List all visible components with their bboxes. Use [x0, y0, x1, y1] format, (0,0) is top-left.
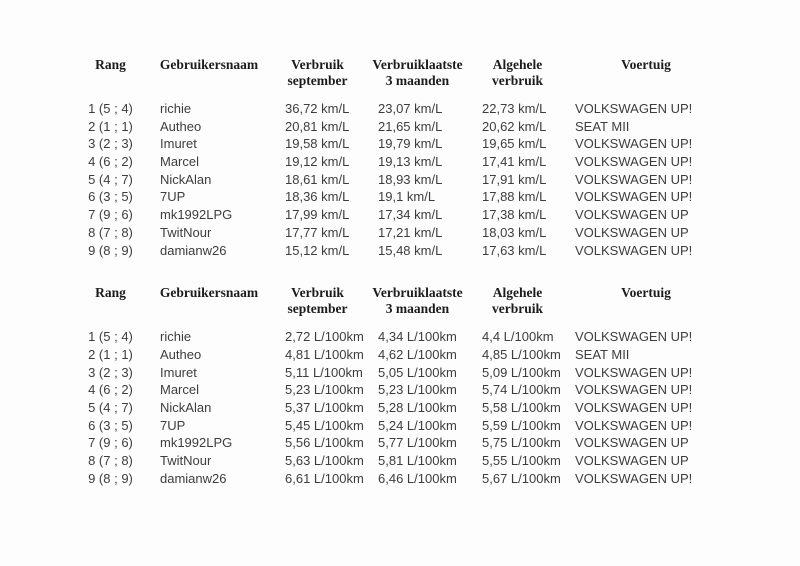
rank-cell: 4 (6 ; 2): [88, 154, 133, 170]
rank-cell: 8 (7 ; 8): [88, 224, 133, 240]
vehicle-cell: VOLKSWAGEN UP!: [575, 399, 693, 415]
september-consumption-cell: 6,61 L/100km: [285, 470, 364, 486]
september-consumption-cell: 5,11 L/100km: [285, 364, 363, 380]
overall-consumption-cell: 5,59 L/100km: [482, 417, 561, 433]
overall-consumption-cell: 5,09 L/100km: [482, 364, 561, 380]
september-consumption-cell: 2,72 L/100km: [285, 329, 364, 345]
column-header-verbruiklaatste-3-maanden-line1: Verbruiklaatste: [372, 57, 463, 72]
last3months-consumption-cell: 5,77 L/100km: [378, 435, 457, 451]
table-row: [73, 224, 800, 242]
column-header-verbruik-september-line2: september: [287, 300, 348, 316]
rank-cell: 6 (3 ; 5): [88, 189, 133, 205]
september-consumption-cell: 18,61 km/L: [285, 171, 350, 187]
vehicle-cell: SEAT MII: [575, 346, 630, 362]
username-cell: Autheo: [160, 346, 202, 362]
table-body: [73, 100, 800, 259]
username-cell: NickAlan: [160, 171, 212, 187]
overall-consumption-cell: 5,75 L/100km: [482, 435, 561, 451]
table-row: [73, 135, 800, 153]
september-consumption-cell: 19,58 km/L: [285, 136, 350, 152]
table-row: [73, 171, 800, 189]
rank-cell: 1 (5 ; 4): [88, 101, 133, 116]
rank-cell: 6 (3 ; 5): [88, 417, 133, 433]
last3months-consumption-cell: 23,07 km/L: [378, 101, 443, 116]
table-body: [73, 328, 800, 487]
vehicle-cell: VOLKSWAGEN UP: [575, 207, 689, 223]
overall-consumption-cell: 20,62 km/L: [482, 118, 547, 134]
username-cell: TwitNour: [160, 453, 212, 468]
table-row: [73, 434, 800, 452]
table-row: [73, 242, 800, 260]
last3months-consumption-cell: 4,62 L/100km: [378, 346, 457, 362]
rank-cell: 9 (8 ; 9): [88, 470, 133, 486]
overall-consumption-cell: 17,91 km/L: [482, 171, 547, 187]
overall-consumption-cell: 17,41 km/L: [482, 154, 547, 170]
september-consumption-cell: 5,45 L/100km: [285, 417, 364, 433]
last3months-consumption-cell: 6,46 L/100km: [378, 470, 457, 486]
column-header-verbruiklaatste-3-maanden-line2: 3 maanden: [385, 72, 450, 88]
september-consumption-cell: 4,81 L/100km: [285, 346, 364, 362]
username-cell: Marcel: [160, 154, 200, 170]
column-header-gebruikersnaam: [148, 285, 270, 316]
vehicle-cell: VOLKSWAGEN UP!: [575, 189, 693, 205]
column-header-verbruik-september: [270, 57, 365, 88]
username-cell: 7UP: [160, 189, 186, 205]
column-header-rang-line1: Rang: [95, 285, 126, 301]
column-header-rang: [73, 285, 148, 316]
table-row: [73, 188, 800, 206]
column-header-verbruiklaatste-3-maanden-line1: Verbruiklaatste: [372, 285, 463, 301]
vehicle-cell: VOLKSWAGEN UP!: [575, 101, 693, 116]
column-header-verbruiklaatste-3-maanden: [365, 57, 470, 88]
column-header-voertuig: [565, 57, 727, 88]
vehicle-cell: VOLKSWAGEN UP!: [575, 417, 693, 433]
vehicle-cell: VOLKSWAGEN UP!: [575, 154, 693, 170]
table-row: [73, 381, 800, 399]
username-cell: Marcel: [160, 382, 200, 398]
september-consumption-cell: 36,72 km/L: [285, 101, 350, 116]
rank-cell: 5 (4 ; 7): [88, 171, 133, 187]
column-header-voertuig: [565, 285, 727, 316]
table-row: [73, 470, 800, 488]
column-header-algehele-verbruik: [470, 285, 565, 316]
last3months-consumption-cell: 4,34 L/100km: [378, 329, 457, 345]
username-cell: damianw26: [160, 242, 227, 258]
september-consumption-cell: 19,12 km/L: [285, 154, 350, 170]
rank-cell: 3 (2 ; 3): [88, 364, 133, 380]
overall-consumption-cell: 22,73 km/L: [482, 101, 547, 116]
overall-consumption-cell: 18,03 km/L: [482, 224, 547, 240]
column-header-verbruik-september-line1: Verbruik: [291, 285, 344, 301]
column-header-rang-line1: Rang: [95, 57, 126, 72]
last3months-consumption-cell: 5,81 L/100km: [378, 453, 457, 468]
vehicle-cell: VOLKSWAGEN UP!: [575, 136, 693, 152]
september-consumption-cell: 5,63 L/100km: [285, 453, 364, 468]
vehicle-cell: VOLKSWAGEN UP: [575, 453, 689, 468]
vehicle-cell: SEAT MII: [575, 118, 630, 134]
vehicle-cell: VOLKSWAGEN UP!: [575, 242, 693, 258]
vehicle-cell: VOLKSWAGEN UP!: [575, 364, 693, 380]
overall-consumption-cell: 5,58 L/100km: [482, 399, 561, 415]
september-consumption-cell: 5,23 L/100km: [285, 382, 364, 398]
username-cell: mk1992LPG: [160, 207, 233, 223]
column-header-verbruik-september-line1: Verbruik: [291, 57, 344, 72]
column-header-rang: [73, 57, 148, 88]
last3months-consumption-cell: 5,05 L/100km: [378, 364, 457, 380]
overall-consumption-cell: 5,67 L/100km: [482, 470, 561, 486]
column-header-gebruikersnaam-line1: Gebruikersnaam: [159, 285, 259, 301]
column-header-verbruiklaatste-3-maanden: [365, 285, 470, 316]
table-row: [73, 153, 800, 171]
table-row: [73, 346, 800, 364]
september-consumption-cell: 15,12 km/L: [285, 242, 350, 258]
username-cell: richie: [160, 329, 192, 345]
last3months-consumption-cell: 19,13 km/L: [378, 154, 443, 170]
table-row: [73, 417, 800, 435]
table-row: [73, 399, 800, 417]
username-cell: 7UP: [160, 417, 186, 433]
last3months-consumption-cell: 5,28 L/100km: [378, 399, 457, 415]
september-consumption-cell: 18,36 km/L: [285, 189, 350, 205]
column-header-algehele-verbruik-line2: verbruik: [491, 72, 543, 88]
table-row: [73, 118, 800, 136]
username-cell: Autheo: [160, 118, 202, 134]
september-consumption-cell: 20,81 km/L: [285, 118, 350, 134]
column-header-gebruikersnaam-line1: Gebruikersnaam: [159, 57, 259, 72]
last3months-consumption-cell: 5,24 L/100km: [378, 417, 457, 433]
username-cell: mk1992LPG: [160, 435, 233, 451]
last3months-consumption-cell: 21,65 km/L: [378, 118, 443, 134]
username-cell: richie: [160, 101, 192, 116]
username-cell: Imuret: [160, 136, 197, 152]
username-cell: damianw26: [160, 470, 227, 486]
vehicle-cell: VOLKSWAGEN UP: [575, 224, 689, 240]
table-row: [73, 328, 800, 346]
column-header-verbruik-september-line2: september: [287, 72, 348, 88]
table-header-row: [73, 57, 800, 88]
rank-cell: 4 (6 ; 2): [88, 382, 133, 398]
rank-cell: 3 (2 ; 3): [88, 136, 133, 152]
september-consumption-cell: 5,56 L/100km: [285, 435, 364, 451]
rank-cell: 2 (1 ; 1): [88, 346, 133, 362]
september-consumption-cell: 17,99 km/L: [285, 207, 350, 223]
table-row: [73, 206, 800, 224]
rank-cell: 1 (5 ; 4): [88, 329, 133, 345]
overall-consumption-cell: 5,74 L/100km: [482, 382, 561, 398]
column-header-voertuig-line1: Voertuig: [621, 57, 671, 72]
table-row: [73, 452, 800, 470]
last3months-consumption-cell: 19,1 km/L: [378, 189, 436, 205]
september-consumption-cell: 5,37 L/100km: [285, 399, 364, 415]
ranking-table-liter-per-100km: [73, 285, 800, 487]
overall-consumption-cell: 4,4 L/100km: [482, 329, 554, 345]
ranking-table-km-per-liter: [73, 57, 800, 259]
last3months-consumption-cell: 18,93 km/L: [378, 171, 443, 187]
column-header-gebruikersnaam: [148, 57, 270, 88]
rank-cell: 7 (9 ; 6): [88, 435, 133, 451]
rank-cell: 2 (1 ; 1): [88, 118, 133, 134]
overall-consumption-cell: 17,88 km/L: [482, 189, 547, 205]
last3months-consumption-cell: 19,79 km/L: [378, 136, 443, 152]
table-row: [73, 364, 800, 382]
rank-cell: 5 (4 ; 7): [88, 399, 133, 415]
username-cell: Imuret: [160, 364, 197, 380]
overall-consumption-cell: 19,65 km/L: [482, 136, 547, 152]
column-header-voertuig-line1: Voertuig: [621, 285, 671, 301]
column-header-algehele-verbruik-line1: Algehele: [492, 285, 543, 301]
column-header-algehele-verbruik-line1: Algehele: [492, 57, 543, 72]
overall-consumption-cell: 4,85 L/100km: [482, 346, 561, 362]
vehicle-cell: VOLKSWAGEN UP!: [575, 171, 693, 187]
table-row: [73, 100, 800, 118]
rank-cell: 7 (9 ; 6): [88, 207, 133, 223]
overall-consumption-cell: 5,55 L/100km: [482, 453, 561, 468]
last3months-consumption-cell: 17,21 km/L: [378, 224, 443, 240]
vehicle-cell: VOLKSWAGEN UP: [575, 435, 689, 451]
last3months-consumption-cell: 17,34 km/L: [378, 207, 443, 223]
rank-cell: 8 (7 ; 8): [88, 453, 133, 468]
column-header-algehele-verbruik-line2: verbruik: [491, 300, 543, 316]
column-header-verbruiklaatste-3-maanden-line2: 3 maanden: [385, 300, 450, 316]
vehicle-cell: VOLKSWAGEN UP!: [575, 382, 693, 398]
last3months-consumption-cell: 5,23 L/100km: [378, 382, 457, 398]
table-header-row: [73, 285, 800, 316]
overall-consumption-cell: 17,38 km/L: [482, 207, 547, 223]
overall-consumption-cell: 17,63 km/L: [482, 242, 547, 258]
username-cell: NickAlan: [160, 399, 212, 415]
column-header-algehele-verbruik: [470, 57, 565, 88]
username-cell: TwitNour: [160, 224, 212, 240]
vehicle-cell: VOLKSWAGEN UP!: [575, 329, 693, 345]
september-consumption-cell: 17,77 km/L: [285, 224, 350, 240]
rank-cell: 9 (8 ; 9): [88, 242, 133, 258]
vehicle-cell: VOLKSWAGEN UP!: [575, 470, 693, 486]
column-header-verbruik-september: [270, 285, 365, 316]
last3months-consumption-cell: 15,48 km/L: [378, 242, 443, 258]
